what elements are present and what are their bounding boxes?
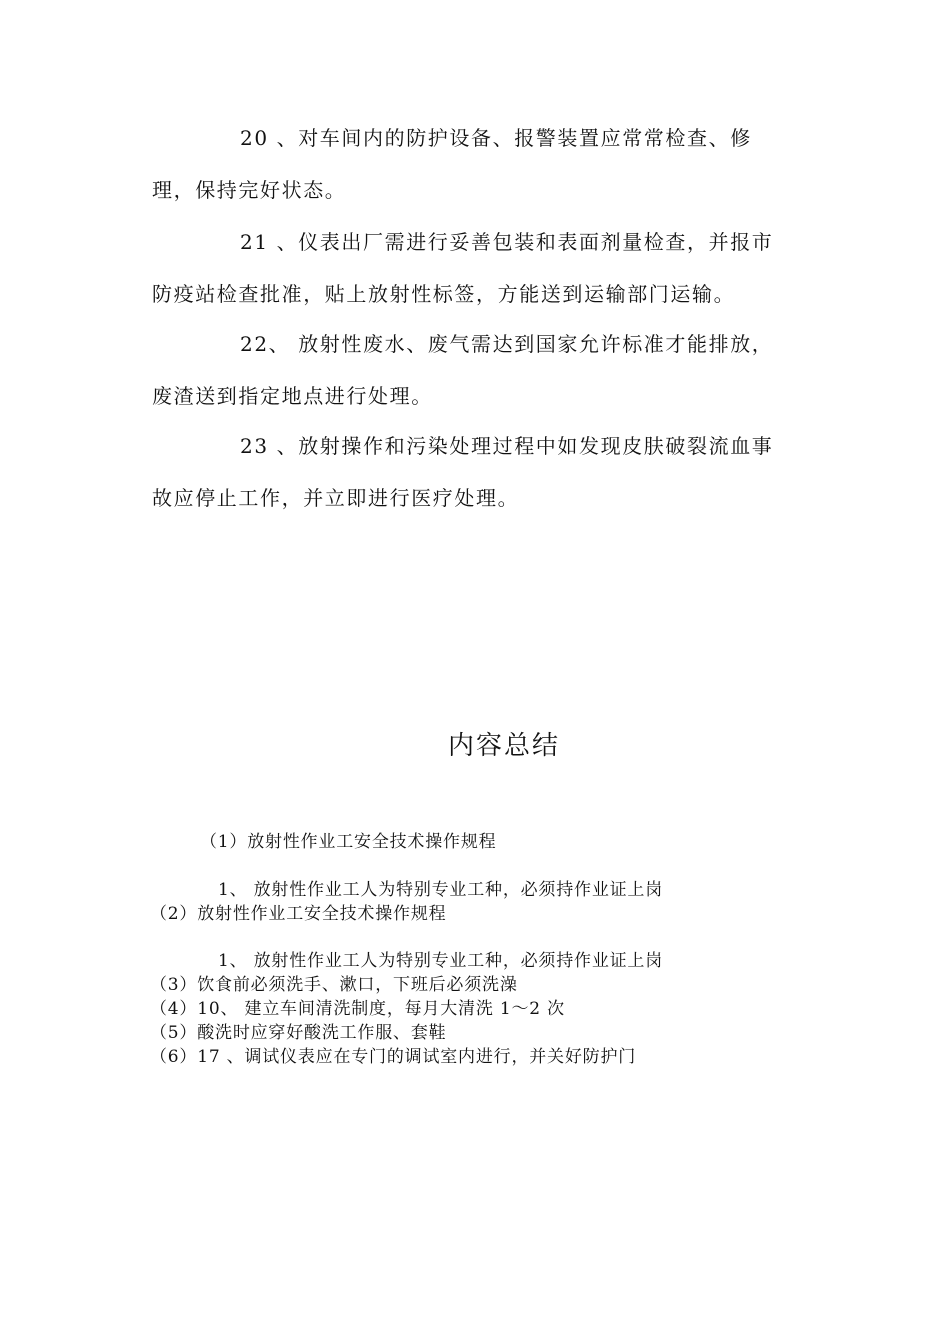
summary-item: （3）饮食前必须洗手、漱口，下班后必须洗澡: [150, 975, 518, 995]
paragraph-23-line-1: 23 、放射操作和污染处理过程中如发现皮肤破裂流血事: [240, 434, 774, 458]
summary-item: 1、 放射性作业工人为特别专业工种，必须持作业证上岗: [218, 951, 664, 971]
summary-item: （5）酸洗时应穿好酸洗工作服、套鞋: [150, 1023, 447, 1043]
summary-title: 内容总结: [448, 731, 561, 761]
paragraph-21-line-1: 21 、仪表出厂需进行妥善包装和表面剂量检查，并报市: [240, 230, 774, 254]
paragraph-20-line-1: 20 、对车间内的防护设备、报警装置应常常检查、修: [240, 126, 752, 150]
paragraph-22-line-1: 22、 放射性废水、废气需达到国家允许标准才能排放，: [240, 332, 774, 356]
summary-item: （4）10、 建立车间清洗制度，每月大清洗 1～2 次: [150, 999, 565, 1019]
summary-item: 1、 放射性作业工人为特别专业工种，必须持作业证上岗: [218, 880, 664, 900]
paragraph-23-line-2: 故应停止工作，并立即进行医疗处理。: [152, 486, 520, 510]
paragraph-21-line-2: 防疫站检查批准，贴上放射性标签，方能送到运输部门运输。: [152, 282, 736, 306]
summary-item: （2）放射性作业工安全技术操作规程: [150, 904, 447, 924]
summary-item: （6）17 、调试仪表应在专门的调试室内进行，并关好防护门: [150, 1047, 637, 1067]
summary-item: （1）放射性作业工安全技术操作规程: [200, 832, 497, 852]
paragraph-20-line-2: 理，保持完好状态。: [152, 178, 347, 202]
paragraph-22-line-2: 废渣送到指定地点进行处理。: [152, 384, 433, 408]
